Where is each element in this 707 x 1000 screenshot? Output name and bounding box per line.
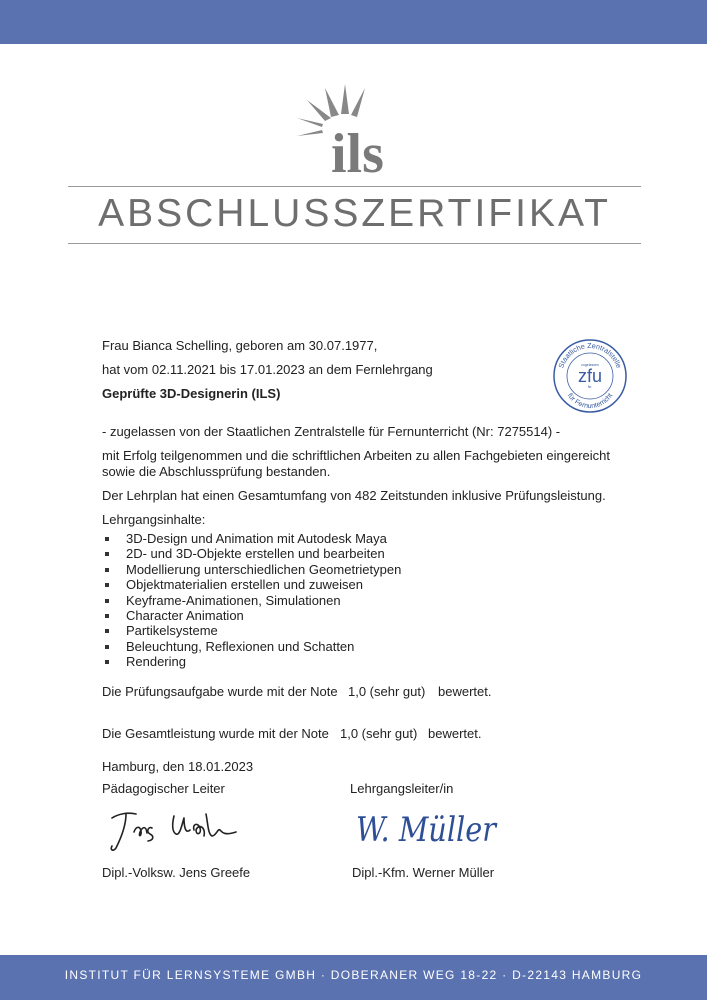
right-signature-text: W. Müller	[356, 810, 498, 850]
list-item: 3D-Design und Animation mit Autodesk Maya	[102, 531, 401, 546]
seal-nr-text: Nr.	[587, 385, 593, 389]
title-rule-top	[68, 186, 641, 187]
curriculum-line: Der Lehrplan hat einen Gesamtumfang von 482 Zeitstunden inklusive Prüfungsleistung.	[102, 488, 606, 503]
seal-bottom-text: für Fernunterricht	[565, 392, 615, 411]
right-signature	[352, 803, 502, 853]
left-signer-role: Pädagogischer Leiter	[102, 781, 225, 796]
list-item: Objektmaterialien erstellen und zuweisen	[102, 577, 401, 592]
contents-label: Lehrgangsinhalte:	[102, 512, 206, 527]
ils-logo	[295, 78, 415, 185]
exam-grade: 1,0 (sehr gut)	[348, 684, 426, 699]
list-item: Partikelsysteme	[102, 623, 401, 638]
page-title: ABSCHLUSSZERTIFIKAT	[98, 192, 611, 235]
title-rule-bottom	[68, 243, 641, 244]
overall-suffix: bewertet.	[428, 726, 482, 741]
left-signature	[108, 806, 248, 856]
footer-address: INSTITUT FÜR LERNSYSTEME GMBH · DOBERANER WEG 18-22 · D-22143 HAMBURG	[64, 968, 643, 982]
overall-grade: 1,0 (sehr gut)	[340, 726, 418, 741]
right-signer-role: Lehrgangsleiter/in	[350, 781, 454, 796]
list-item: Keyframe-Animationen, Simulationen	[102, 593, 401, 608]
approval-line: - zugelassen von der Staatlichen Zentralstelle für Fernunterricht (Nr: 7275514) -	[102, 424, 561, 439]
place-date: Hamburg, den 18.01.2023	[102, 759, 254, 774]
success-line-2: sowie die Abschlussprüfung bestanden.	[102, 464, 331, 479]
course-title: Geprüfte 3D-Designerin (ILS)	[102, 386, 281, 401]
zfu-seal-icon	[552, 338, 628, 414]
logo-text: ils	[331, 123, 384, 185]
course-contents-list	[102, 531, 401, 670]
seal-main-text: zfu	[577, 366, 603, 386]
recipient-line: Frau Bianca Schelling, geboren am 30.07.1977,	[102, 338, 378, 353]
success-line-1: mit Erfolg teilgenommen und die schriftlichen Arbeiten zu allen Fachgebieten eingereicht	[102, 448, 611, 463]
list-item: Beleuchtung, Reflexionen und Schatten	[102, 639, 401, 654]
exam-suffix: bewertet.	[438, 684, 492, 699]
top-band	[0, 0, 707, 44]
seal-middle-text: zugelassen	[581, 363, 599, 367]
list-item: Rendering	[102, 654, 401, 669]
list-item: 2D- und 3D-Objekte erstellen und bearbeiten	[102, 546, 401, 561]
period-line: hat vom 02.11.2021 bis 17.01.2023 an dem Fernlehrgang	[102, 362, 433, 377]
exam-prefix: Die Prüfungsaufgabe wurde mit der Note	[102, 684, 338, 699]
list-item: Modellierung unterschiedlichen Geometrietypen	[102, 562, 401, 577]
list-item: Character Animation	[102, 608, 401, 623]
right-signer-name: Dipl.-Kfm. Werner Müller	[352, 865, 495, 880]
seal-top-text: Staatliche Zentralstelle	[556, 340, 624, 370]
left-signer-name: Dipl.-Volksw. Jens Greefe	[102, 865, 251, 880]
overall-prefix: Die Gesamtleistung wurde mit der Note	[102, 726, 329, 741]
